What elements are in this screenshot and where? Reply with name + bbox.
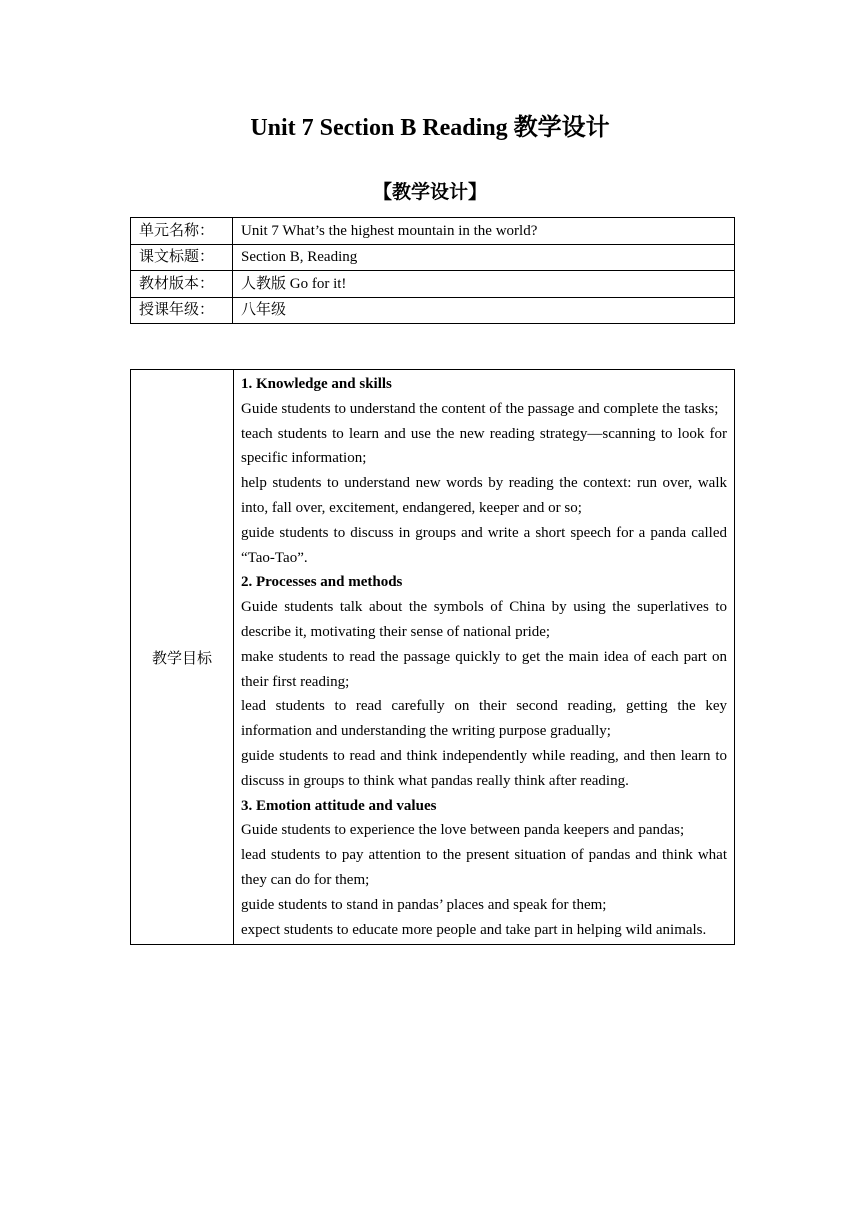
goal-item: help students to understand new words by reading the context: run over, walk into, fall over, excitement, endangered, keeper and or so; (241, 475, 727, 516)
teaching-goals-label: 教学目标 (131, 370, 234, 945)
teaching-goals-table (130, 369, 735, 945)
teaching-goals-content (234, 370, 735, 945)
goal-item: guide students to stand in pandas’ places and speak for them; (241, 896, 607, 913)
goal-item: guide students to discuss in groups and write a short speech for a panda called “Tao-Tao”. (241, 524, 727, 566)
unit-name-value: Unit 7 What’s the highest mountain in the world? (233, 218, 735, 245)
table-row (131, 271, 735, 298)
lesson-title-value: Section B, Reading (233, 244, 735, 271)
goal-item: make students to read the passage quickly to get the main idea of each part on their first reading; (241, 648, 727, 690)
goal-item: Guide students to experience the love between panda keepers and pandas; (241, 822, 685, 839)
goal-item: teach students to learn and use the new reading strategy—scanning to look for specific information; (241, 425, 727, 467)
goal-item: Guide students talk about the symbols of China by using the superlatives to describe it, motivating their sense of national pride; (241, 599, 727, 640)
table-row (131, 297, 735, 324)
goal-item: guide students to read and think independently while reading, and then learn to discuss in groups to think what pandas really think after reading. (241, 747, 727, 789)
emotion-values-heading: 3. Emotion attitude and values (241, 797, 437, 814)
goal-item: Guide students to understand the content of the passage and complete the tasks; (241, 400, 719, 417)
unit-name-label: 单元名称： (131, 218, 233, 245)
info-table (130, 217, 735, 324)
table-row (131, 244, 735, 271)
grade-label: 授课年级： (131, 297, 233, 324)
table-row (131, 218, 735, 245)
table-row (131, 370, 735, 945)
textbook-edition-label: 教材版本： (131, 271, 233, 298)
goal-item: lead students to read carefully on their second reading, getting the key information and understanding the writing purpose gradually; (241, 698, 727, 740)
goal-item: lead students to pay attention to the present situation of pandas and think what they can do for them; (241, 847, 727, 888)
goal-item: expect students to educate more people and take part in helping wild animals. (241, 921, 707, 938)
page-title: Unit 7 Section B Reading 教学设计 (250, 115, 610, 141)
lesson-title-label: 课文标题： (131, 244, 233, 271)
knowledge-skills-heading: 1. Knowledge and skills (241, 376, 392, 392)
section-heading: 【教学设计】 (372, 182, 487, 203)
textbook-edition-value: 人教版 Go for it! (233, 271, 735, 298)
grade-value: 八年级 (233, 297, 735, 324)
processes-methods-heading: 2. Processes and methods (241, 574, 403, 591)
